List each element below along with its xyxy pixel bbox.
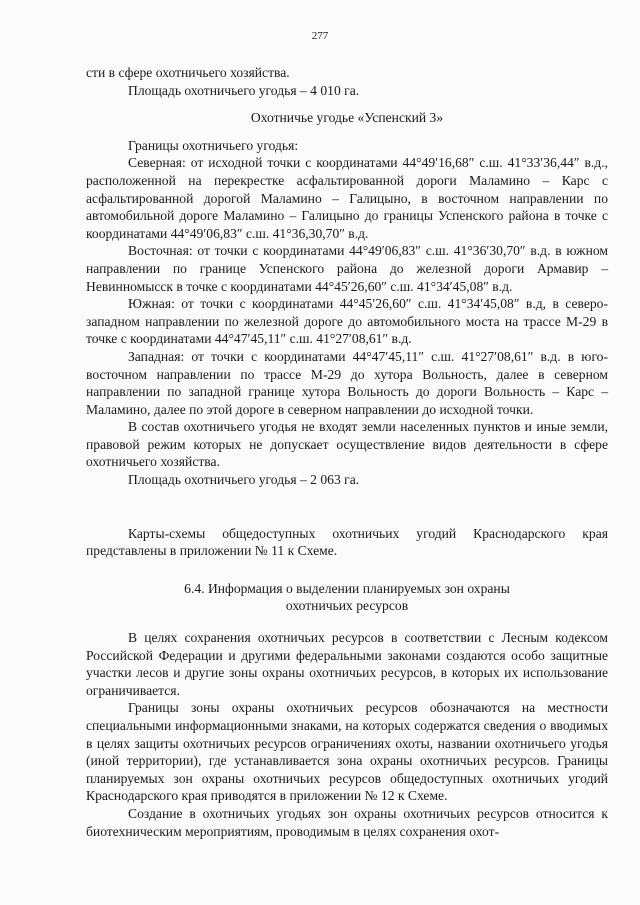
paragraph-west-boundary: Западная: от точки с координатами 44°47′45,11″ с.ш. 41°27′08,61″ в.д. в юго-восточном направлении по трассе М-29 до хутора Вольность, далее в северном направлении по западной границе хутора Вольность до дороги Вольность – Карс – Маламино, далее по этой дороге в северном направлении до исходной точки.	[86, 348, 608, 417]
paragraph-north-boundary: Северная: от исходной точки с координатами 44°49′16,68″ с.ш. 41°33′36,44″ в.д., расположенной на перекрестке асфальтированной дороги Маламино – Карс с асфальтированной дорогой Маламино – Галицыно, в восточном направлении по автомобильной дороге Маламино – Галицыно до границы Успенского района в точке с координатами 44°49′06,83″ с.ш. 41°36,30,70″ в.д.	[86, 155, 608, 241]
paragraph-protection-zones-purpose: В целях сохранения охотничьих ресурсов в соответствии с Лесным кодексом Российской Федерации и другими федеральными законами создаются особо защитные участки лесов и другие зоны охраны охотничьих ресурсов, в которых их использование ограничивается.	[86, 630, 608, 698]
paragraph-maps-reference: Карты-схемы общедоступных охотничьих угодий Краснодарского края представлены в приложении № 11 к Схеме.	[86, 525, 608, 559]
paragraph-continuation: сти в сфере охотничьего хозяйства.	[86, 65, 290, 80]
paragraph-excluded-lands: В состав охотничьего угодья не входят земли населенных пунктов и иные земли, правовой режим которых не допускает осуществление видов деятельности в сфере охотничьего хозяйства.	[86, 419, 608, 470]
paragraph-boundaries-intro: Границы охотничьего угодья:	[128, 137, 299, 153]
paragraph-protection-zones-boundaries: Границы зоны охраны охотничьих ресурсов обозначаются на местности специальными информационными знаками, на которых содержатся сведения о вводимых в целях защиты охотничьих ресурсов ограничениях охоты, названии охотничьего угодья (иной территории), где устанавливается зона охраны охотничьих ресурсов. Границы планируемых зон охраны охотничьих ресурсов общедоступных охотничьих угодий Краснодарского края приводятся в приложении № 12 к Схеме.	[86, 700, 608, 804]
section-heading-6-4-line-2: охотничьих ресурсов	[285, 598, 409, 614]
paragraph-protection-zones-creation: Создание в охотничьих угодьях зон охраны охотничьих ресурсов относится к биотехническим мероприятиям, проводимым в целях сохранения охот-	[86, 805, 608, 839]
paragraph-east-boundary: Восточная: от точки с координатами 44°49′06,83″ с.ш. 41°36′30,70″ в.д. в южном направлении по границе Успенского района до железной дороги Армавир – Невинномысск в точке с координатами 44°45′26,60″ с.ш. 41°34′45,08″ в.д.	[86, 243, 608, 294]
section-heading-6-4-line-1: 6.4. Информация о выделении планируемых зон охраны	[184, 580, 510, 596]
paragraph-area: Площадь охотничьего угодья – 2 063 га.	[128, 472, 360, 488]
section-heading-uspensky-3: Охотничье угодье «Успенский 3»	[250, 110, 444, 126]
page-number: 277	[311, 30, 329, 42]
paragraph-area-total: Площадь охотничьего угодья – 4 010 га.	[128, 82, 360, 98]
paragraph-south-boundary: Южная: от точки с координатами 44°45′26,60″ с.ш. 41°34′45,08″ в.д, в северо-западном направлении по железной дороге до автомобильного моста на трассе М-29 в точке с координатами 44°47′45,11″ с.ш. 41°27′08,61″ в.д.	[86, 296, 608, 347]
page-content	[86, 64, 608, 840]
